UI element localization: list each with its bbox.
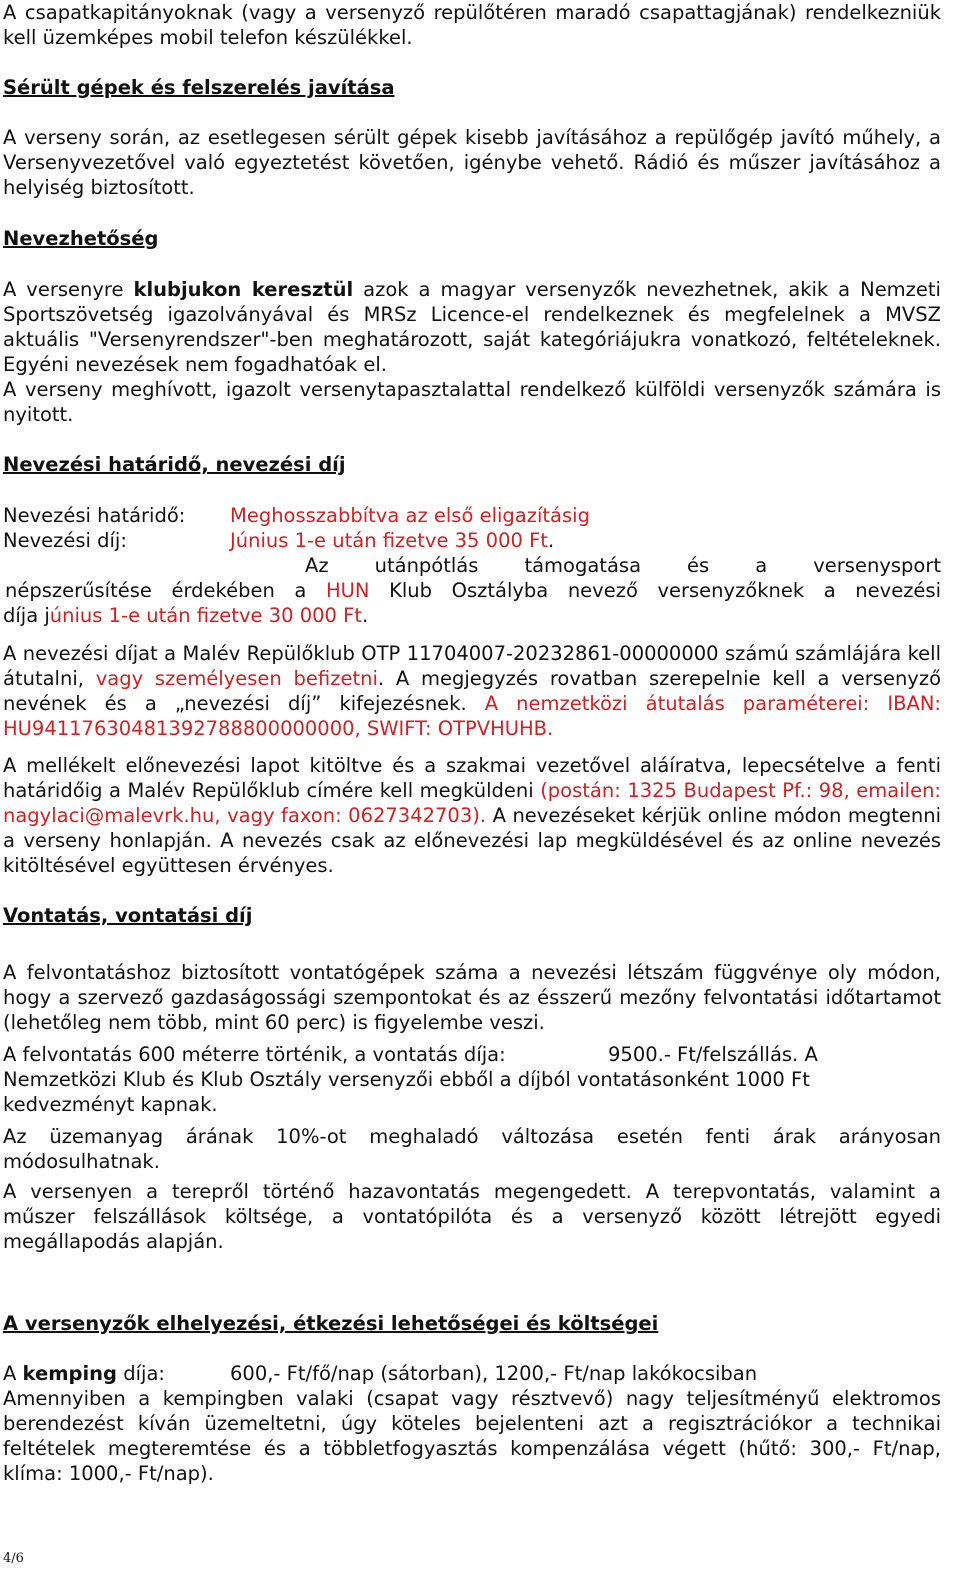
intro-paragraph: A csapatkapitányoknak (vagy a versenyző repülőtéren maradó csapattagjának) rendelkezniük kell üzemképes mobil telefon készülékkel.	[3, 1, 941, 49]
support-line-1: Az utánpótlás támogatása és a versenysport	[305, 554, 941, 577]
towing-heading: Vontatás, vontatási díj	[3, 904, 253, 927]
payment-paragraph: A nevezési díjat a Malév Repülőklub OTP 11704007-20232861-00000000 számú számlájára kell átutalni, vagy személyesen befizetni. A megjegyzés rovatban szerepelnie kell a versenyző nevének és a „nevezési díj” kifejezésnek. A nemzetközi átutalás paraméterei: IBAN: HU94117630481392788800000000, SWIFT: OTPVHUHB.	[3, 642, 942, 740]
repair-paragraph: A verseny során, az esetlegesen sérült gépek kisebb javításához a repülőgép javító műhely, a Versenyvezetővel való egyeztetést követően, igénybe vehető. Rádió és műszer javításához a helyiség biztosított.	[3, 126, 941, 199]
deadline-value: Meghosszabbítva az első eligazításig	[230, 504, 590, 527]
towing-line-3: kedvezményt kapnak.	[3, 1093, 218, 1116]
camping-value: 600,- Ft/fő/nap (sátorban), 1200,- Ft/nap lakókocsiban	[230, 1362, 758, 1385]
towing-paragraph-1: A felvontatáshoz biztosított vontatógépek száma a nevezési létszám függvénye oly módon, hogy a szervező gazdaságossági szempontokat és az ésszerű mezőny felvontatási időtartamot (lehetőleg nem több, mint 60 perc) is figyelembe veszi.	[3, 961, 941, 1034]
preregistration-paragraph: A mellékelt előnevezési lapot kitöltve és a szakmai vezetővel aláíratva, lepecsételve a fenti határidőig a Malév Repülőklub címére kell megküldeni (postán: 1325 Budapest Pf.: 98, emailen: nagylaci@malevrk.hu, vagy faxon: 0627342703). A nevezéseket kérjük online módon megtenni a verseny honlapján. A nevezés csak az előnevezési lap megküldésével és az online nevezés kitöltésével együttesen érvényes.	[3, 754, 941, 877]
accommodation-paragraph: Amennyiben a kempingben valaki (csapat vagy résztvevő) nagy teljesítményű elektromos berendezést kíván üzemeltetni, úgy köteles bejelenteni azt a regisztrációkor a technikai feltételek megteremtése és a többletfogyasztás kompenzálása végett (hűtő: 300,- Ft/nap, klíma: 1000,- Ft/nap).	[3, 1387, 941, 1485]
eligibility-heading: Nevezhetőség	[3, 227, 159, 250]
accommodation-heading: A versenyzők elhelyezési, étkezési lehetőségei és költségei	[3, 1312, 659, 1335]
eligibility-paragraph: A versenyre klubjukon keresztül azok a magyar versenyzők nevezhetnek, akik a Nemzeti Sportszövetség igazolványával és MRSz Licence-el rendelkeznek és megfelelnek a MVSZ aktuális "Versenyrendszer"-ben meghatározott, saját kategóriájukra vonatkozó, feltételeknek. Egyéni nevezések nem fogadhatóak el.	[3, 278, 941, 376]
towing-paragraph-4: A versenyen a terepről történő hazavontatás megengedett. A terepvontatás, valamint a műszer felszállások költsége, a vontatópilóta és a versenyző között létrejött egyedi megállapodás alapján.	[3, 1180, 941, 1253]
support-line-2: népszerűsítése érdekében a HUN Klub Osztályba nevező versenyzőknek a nevezési	[5, 579, 941, 602]
fee-value: Június 1-e után fizetve 35 000 Ft.	[230, 529, 555, 552]
support-line-3: díja június 1-e után fizetve 30 000 Ft.	[3, 604, 369, 627]
page-number: 4/6	[3, 1551, 24, 1566]
camping-label: A kemping díja:	[3, 1362, 165, 1385]
fee-label: Nevezési díj:	[3, 529, 127, 552]
eligibility-foreign-paragraph: A verseny meghívott, igazolt versenytapasztalattal rendelkező külföldi versenyzők számára is nyitott.	[3, 378, 941, 426]
towing-line-1a: A felvontatás 600 méterre történik, a vontatás díja:	[3, 1043, 506, 1066]
repair-heading: Sérült gépek és felszerelés javítása	[3, 76, 395, 99]
towing-paragraph-3: Az üzemanyag árának 10%-ot meghaladó változása esetén fenti árak arányosan módosulhatnak.	[3, 1125, 941, 1173]
deadline-label: Nevezési határidő:	[3, 504, 186, 527]
fee-heading: Nevezési határidő, nevezési díj	[3, 453, 346, 476]
towing-line-2: Nemzetközi Klub és Klub Osztály versenyzői ebből a díjból vontatásonként 1000 Ft	[3, 1068, 810, 1091]
towing-line-1b: 9500.- Ft/felszállás. A	[608, 1043, 818, 1066]
